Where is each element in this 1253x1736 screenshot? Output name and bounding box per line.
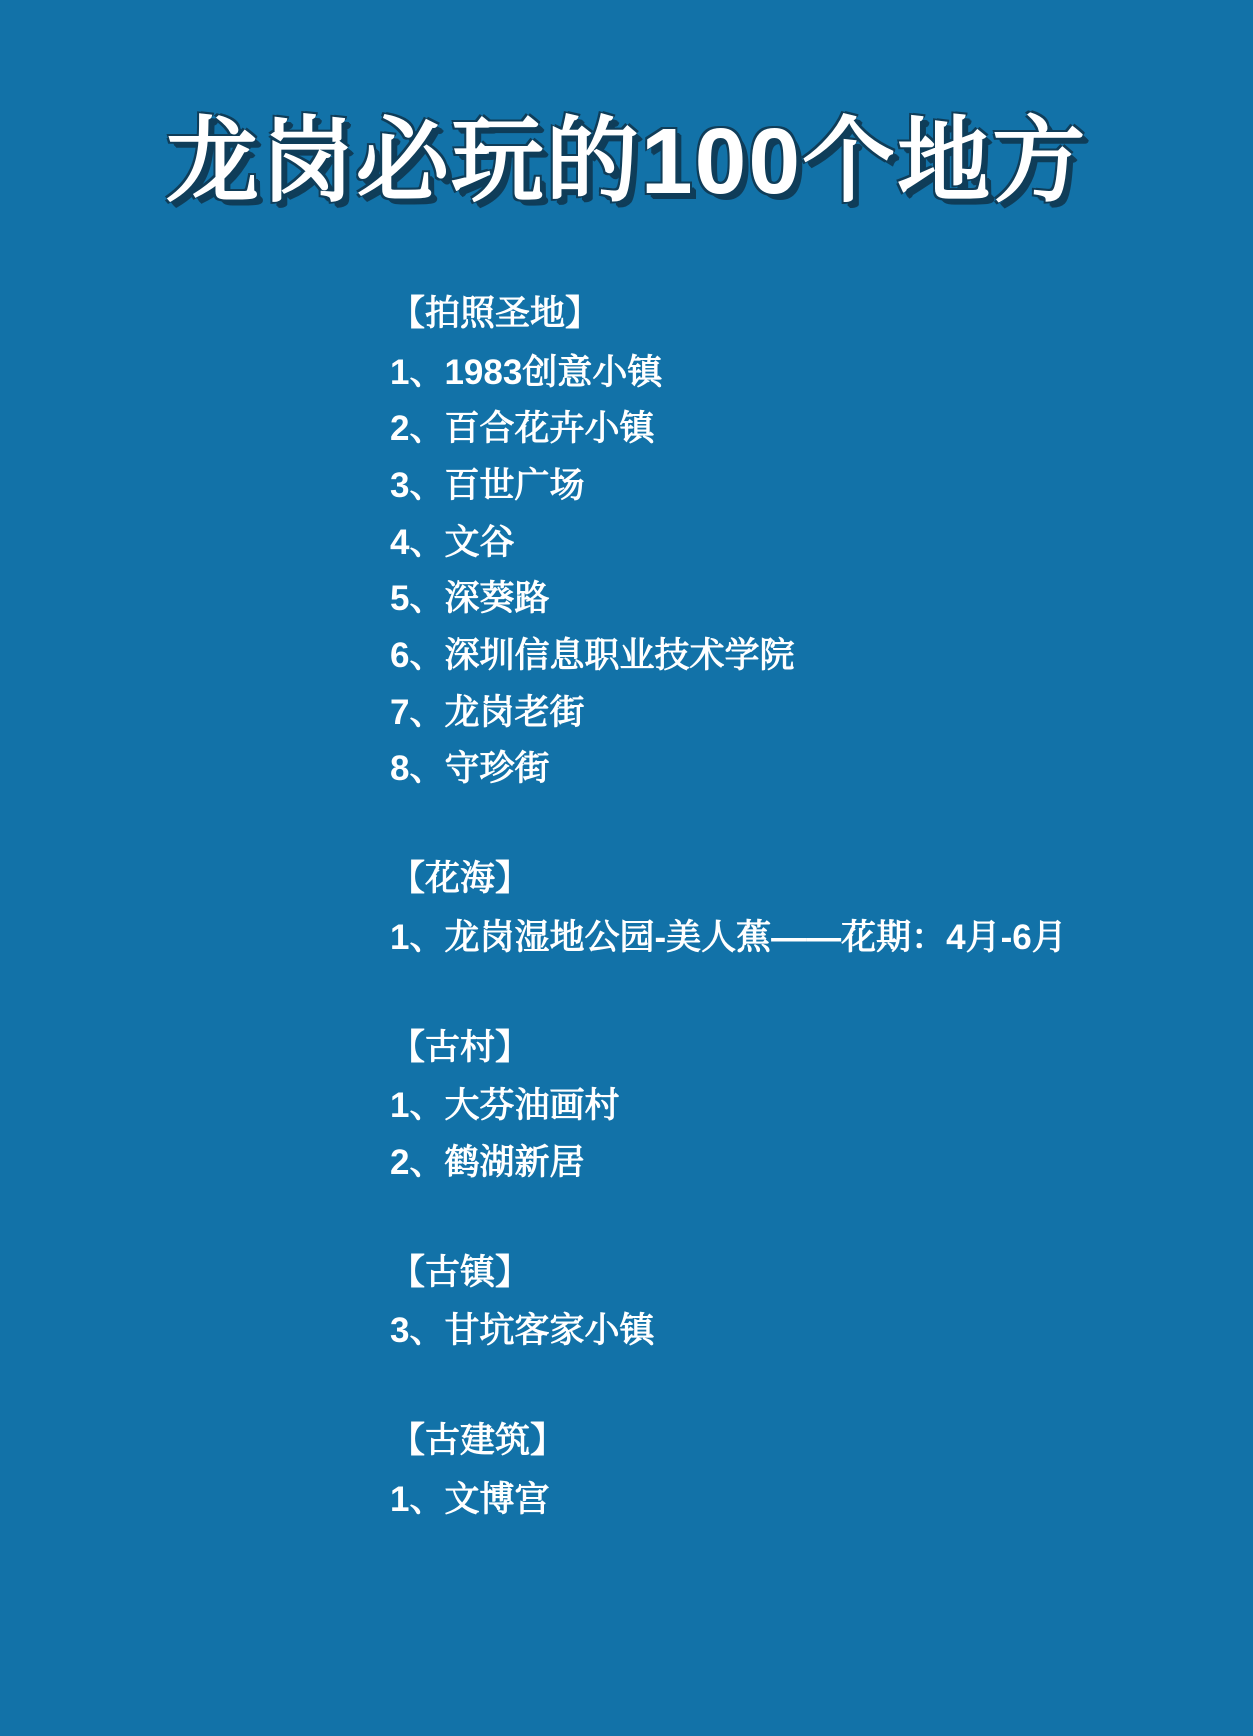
list-item: 7、龙岗老街 <box>390 692 585 732</box>
section-heading: 【古镇】 <box>390 1252 531 1292</box>
list-item: 2、百合花卉小镇 <box>390 409 655 449</box>
list-item: 6、深圳信息职业技术学院 <box>390 636 795 676</box>
section-heading: 【古村】 <box>390 1027 531 1067</box>
list-item: 1、大芬油画村 <box>390 1086 620 1126</box>
list-item: 1、1983创意小镇 <box>390 352 663 392</box>
section-heading: 【古建筑】 <box>390 1421 566 1461</box>
list-item: 4、文谷 <box>390 522 515 562</box>
section-ancient-architecture <box>390 1412 1193 1528</box>
section-photo-spots <box>390 285 1193 798</box>
list-item: 1、文博宫 <box>390 1479 550 1519</box>
section-heading: 【拍照圣地】 <box>390 293 601 333</box>
sections-container <box>0 285 1253 1529</box>
list-item: 3、百世广场 <box>390 466 585 506</box>
list-item: 3、甘坑客家小镇 <box>390 1311 655 1351</box>
poster-page <box>0 62 1253 1736</box>
list-item: 1、龙岗湿地公园-美人蕉——花期：4月-6月 <box>390 917 1067 957</box>
section-flower-sea <box>390 850 1193 966</box>
list-item: 8、守珍街 <box>390 749 550 789</box>
section-ancient-town <box>390 1244 1193 1360</box>
page-title: 龙岗必玩的100个地方 <box>165 109 1088 214</box>
section-ancient-village <box>390 1019 1193 1192</box>
section-heading: 【花海】 <box>390 859 531 899</box>
list-item: 2、鹤湖新居 <box>390 1143 585 1183</box>
list-item: 5、深葵路 <box>390 579 550 619</box>
